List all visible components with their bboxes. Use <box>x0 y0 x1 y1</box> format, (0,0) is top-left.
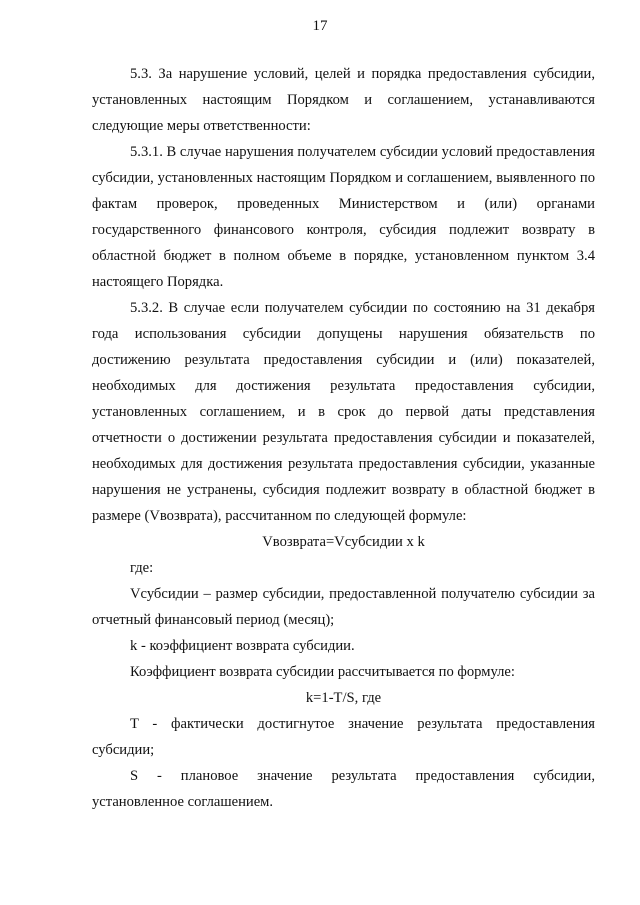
paragraph-5-3-2: 5.3.2. В случае если получателем субсидии по состоянию на 31 декабря года использования субсидии допущены нарушения обязательств по достижению результата предоставления субсидии и (или) показателей, необходимых для достижения результата предоставления субсидии, установленных соглашением, и в срок до первой даты представления отчетности о достижении результата предоставления субсидии и показателей, необходимых для достижения результата предоставления субсидии, указанные нарушения не устранены, субсидия подлежит возврату в областной бюджет в размере (Vвозврата), рассчитанном по следующей формуле: <box>92 300 595 524</box>
document-body <box>92 61 595 815</box>
formula-coefficient: k=1-T/S, где <box>305 690 382 706</box>
definition-s: S - плановое значение результата предоставления субсидии, установленное соглашением. <box>92 768 595 810</box>
coefficient-intro: Коэффициент возврата субсидии рассчитывается по формуле: <box>130 664 515 680</box>
definition-k: k - коэффициент возврата субсидии. <box>130 638 355 654</box>
definition-vsubsidy: Vсубсидии – размер субсидии, предоставленной получателю субсидии за отчетный финансовый период (месяц); <box>92 586 595 628</box>
paragraph-5-3: 5.3. За нарушение условий, целей и порядка предоставления субсидии, установленных настоящим Порядком и соглашением, устанавливаются следующие меры ответственности: <box>92 66 595 134</box>
page-number: 17 <box>312 18 328 34</box>
where-label: где: <box>130 560 154 576</box>
formula-return-volume: Vвозврата=Vсубсидии x k <box>262 534 425 550</box>
definition-t: T - фактически достигнутое значение результата предоставления субсидии; <box>92 716 595 758</box>
paragraph-5-3-1: 5.3.1. В случае нарушения получателем субсидии условий предоставления субсидии, установленных настоящим Порядком и соглашением, выявленного по фактам проверок, проведенных Министерством и (или) органами государственного финансового контроля, субсидия подлежит возврату в областной бюджет в полном объеме в порядке, установленном пунктом 3.4 настоящего Порядка. <box>92 144 595 290</box>
